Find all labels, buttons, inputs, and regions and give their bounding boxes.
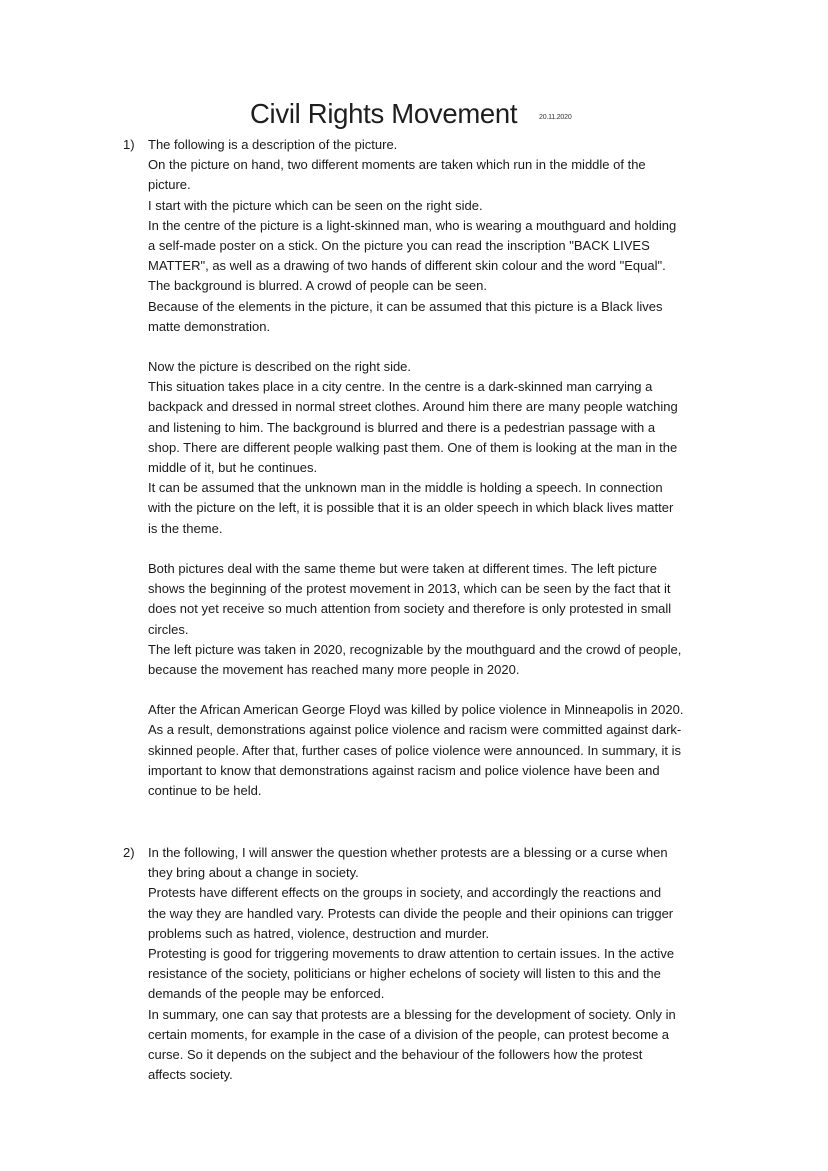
text-line: picture. (148, 177, 191, 193)
text-line: The left picture was taken in 2020, recognizable by the mouthguard and the crowd of people, (148, 641, 682, 657)
section-1-body (148, 135, 748, 801)
text-line: resistance of the society, politicians or higher echelons of society will listen to this and the (148, 966, 661, 982)
page-title: Civil Rights Movement (250, 98, 518, 129)
text-line: continue to be held. (148, 783, 262, 798)
text-line: problems such as hatred, violence, destruction and murder. (148, 925, 490, 941)
text-line: Now the picture is described on the right side. (148, 359, 412, 375)
text-line: and listening to him. The background is blurred and there is a pedestrian passage with a (148, 419, 656, 435)
text-line: they bring about a change in society. (148, 865, 359, 881)
text-line: important to know that demonstrations against racism and police violence have been and (148, 762, 660, 778)
text-line: skinned people. After that, further cases of police violence were announced. In summary, it is (148, 742, 682, 758)
paragraph-gap (148, 680, 748, 700)
text-line: In the following, I will answer the question whether protests are a blessing or a curse when (148, 845, 668, 860)
text-line: As a result, demonstrations against police violence and racism were committed against dark- (148, 722, 682, 738)
text-line: In the centre of the picture is a light-skinned man, who is wearing a mouthguard and holding (148, 217, 677, 233)
text-line: Because of the elements in the picture, it can be assumed that this picture is a Black lives (148, 298, 663, 314)
text-line: matte demonstration. (148, 318, 271, 334)
text-line: I start with the picture which can be seen on the right side. (148, 197, 483, 213)
section-1-number: 1) (123, 137, 135, 152)
section-2-body (148, 843, 748, 1085)
text-line: because the movement has reached many more people in 2020. (148, 661, 520, 677)
text-line: shows the beginning of the protest movement in 2013, which can be seen by the fact that it (148, 581, 671, 597)
text-line: affects society. (148, 1067, 233, 1083)
text-line: It can be assumed that the unknown man in the middle is holding a speech. In connection (148, 480, 663, 496)
text-line: After the African American George Floyd was killed by police violence in Minneapolis in 2020. (148, 702, 684, 718)
text-line: with the picture on the left, it is possible that it is an older speech in which black lives matter (148, 500, 674, 516)
text-line: demands of the people may be enforced. (148, 986, 385, 1002)
text-line: middle of it, but he continues. (148, 460, 318, 475)
text-line: MATTER", as well as a drawing of two hands of different skin colour and the word "Equal". (148, 258, 666, 274)
text-line: curse. So it depends on the subject and the behaviour of the followers how the protest (148, 1046, 643, 1062)
text-line: This situation takes place in a city centre. In the centre is a dark-skinned man carrying a (148, 379, 653, 395)
text-line: does not yet receive so much attention from society and therefore is only protested in small (148, 601, 672, 617)
text-line: The background is blurred. A crowd of people can be seen. (148, 278, 487, 294)
text-line: is the theme. (148, 520, 223, 536)
text-line: Both pictures deal with the same theme but were taken at different times. The left picture (148, 560, 657, 576)
text-line: On the picture on hand, two different moments are taken which run in the middle of the (148, 157, 646, 173)
paragraph-gap (148, 539, 748, 559)
section-2-number: 2) (123, 845, 135, 860)
paragraph-gap (148, 337, 748, 357)
text-line: shop. There are different people walking past them. One of them is looking at the man in the (148, 439, 678, 455)
text-line: In summary, one can say that protests are a blessing for the development of society. Only in (148, 1006, 676, 1022)
text-line: circles. (148, 621, 189, 637)
text-line: a self-made poster on a stick. On the picture you can read the inscription "BACK LIVES (148, 237, 650, 253)
text-line: certain moments, for example in the case of a division of the people, can protest become a (148, 1026, 670, 1042)
text-line: Protesting is good for triggering movements to draw attention to certain issues. In the active (148, 945, 675, 961)
text-line: The following is a description of the picture. (148, 137, 398, 152)
document-date: 20.11.2020 (539, 114, 572, 121)
text-line: the way they are handled vary. Protests can divide the people and their opinions can trigger (148, 905, 674, 921)
text-line: backpack and dressed in normal street clothes. Around him there are many people watching (148, 399, 678, 415)
text-line: Protests have different effects on the groups in society, and accordingly the reactions and (148, 885, 662, 901)
